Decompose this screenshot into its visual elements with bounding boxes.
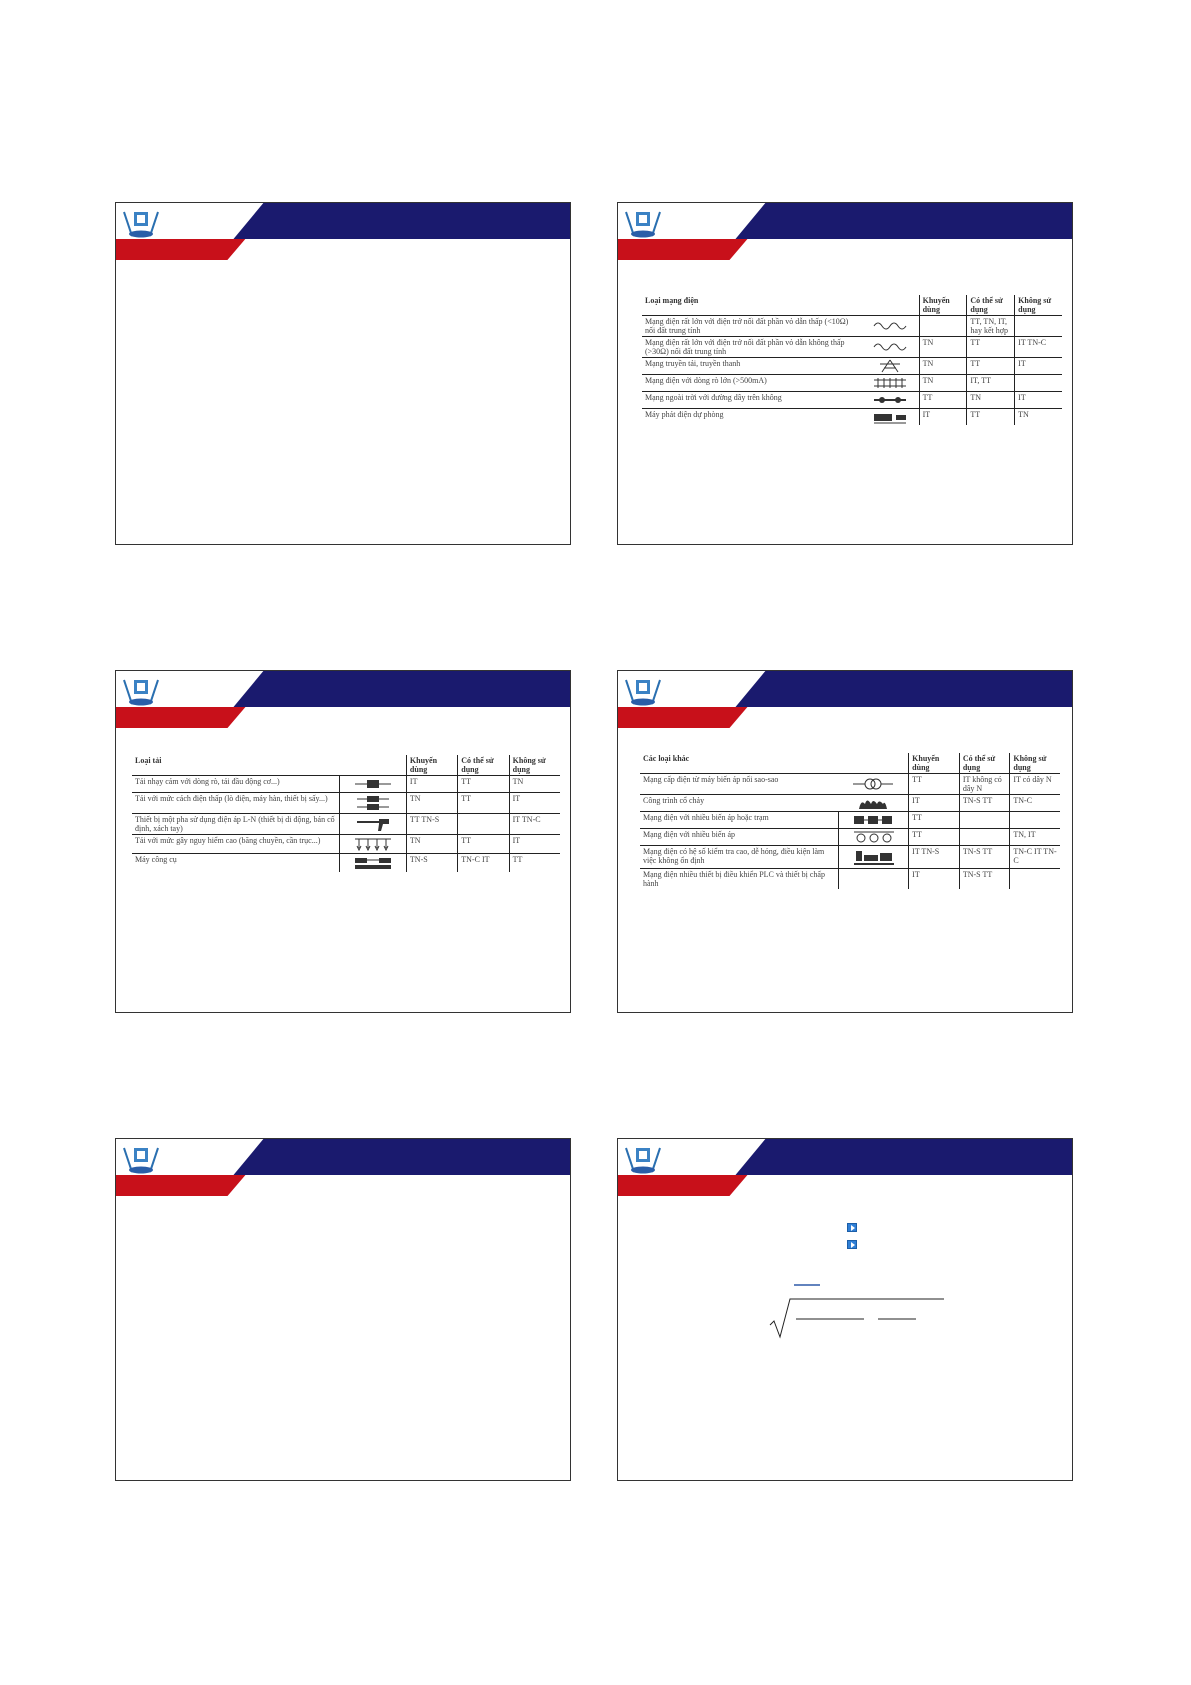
cell (1015, 316, 1062, 337)
other-type-table (640, 753, 1060, 889)
network-type-table (642, 295, 1062, 425)
cell: IT (919, 409, 967, 426)
cell: TN (406, 793, 457, 814)
play-button[interactable] (847, 1223, 857, 1232)
slide-6 (617, 1138, 1073, 1481)
cell: TN-S TT (959, 795, 1010, 812)
table-row (132, 793, 560, 814)
table-row (132, 835, 560, 854)
table-row (642, 409, 1062, 426)
cell: TT (458, 835, 509, 854)
cell: TN-C IT (458, 854, 509, 873)
coil-icon (862, 337, 919, 358)
drill-icon (339, 814, 406, 835)
cell: TN (919, 337, 967, 358)
col-header: Không sử dụng (1010, 753, 1060, 774)
slide-header (116, 203, 570, 263)
col-header: Không sử dụng (509, 755, 560, 776)
slide-3 (115, 670, 571, 1013)
col-header: Khuyến dùng (919, 295, 967, 316)
table-row (640, 869, 1060, 890)
row-label: Tải với mức gây nguy hiểm cao (băng chuyền, cần trục...) (135, 836, 321, 845)
table-row (640, 774, 1060, 795)
heater-icon (339, 793, 406, 814)
slide-header (618, 203, 1072, 263)
cell: TN (919, 358, 967, 375)
cell: IT (1015, 392, 1062, 409)
cell (1010, 869, 1060, 890)
cell (919, 316, 967, 337)
cell (1015, 375, 1062, 392)
cell: TN (509, 776, 560, 793)
row-label: Công trình cổ chảy (643, 796, 705, 805)
cell: IT không có dây N (959, 774, 1010, 795)
col-header (339, 755, 406, 776)
cell: TT (458, 793, 509, 814)
flame-icon (839, 795, 909, 812)
cell: IT TN-C (509, 814, 560, 835)
ladder-icon (862, 375, 919, 392)
cell: TN (967, 392, 1015, 409)
row-label: Tải với mức cách điện thấp (lò điện, máy hàn, thiết bị sấy...) (135, 794, 328, 803)
cell: IT TN-C (1015, 337, 1062, 358)
table-row (640, 846, 1060, 869)
slide-content (116, 263, 570, 544)
cell: TT (509, 854, 560, 873)
table-row (132, 814, 560, 835)
cell: IT (1015, 358, 1062, 375)
slide-content (116, 731, 570, 1012)
col-header: Có thể sử dụng (959, 753, 1010, 774)
slide-5 (115, 1138, 571, 1481)
col-header: Có thể sử dụng (458, 755, 509, 776)
row-label: Mạng điện rất lớn với điện trở nối đất phần vỏ dẫn thấp (<10Ω) nối đất trung tính (645, 317, 849, 335)
table-row (642, 358, 1062, 375)
cell: IT TN-S (909, 846, 960, 869)
col-header: Loại mạng điện (645, 296, 699, 305)
cell (1010, 812, 1060, 829)
row-label: Mạng cấp điện từ máy biến áp nối sao-sao (643, 775, 779, 784)
institution-logo-icon (120, 674, 162, 708)
row-label: Mạng điện rất lớn với điện trở nối đất phần vỏ dẫn không thấp (>30Ω) nối đất trung tính (645, 338, 845, 356)
coil-icon (862, 316, 919, 337)
formula-graphic (768, 1279, 948, 1339)
row-label: Mạng điện với nhiều biến áp (643, 830, 735, 839)
institution-logo-icon (622, 674, 664, 708)
row-label: Mạng điện với dòng rò lớn (>500mA) (645, 376, 767, 385)
multi-transformer-icon (839, 829, 909, 846)
load-type-table (132, 755, 560, 872)
cell: TN-S TT (959, 869, 1010, 890)
table-row (642, 392, 1062, 409)
cell: TN-C (1010, 795, 1060, 812)
institution-logo-icon (120, 206, 162, 240)
table-row (640, 795, 1060, 812)
col-header: Không sử dụng (1015, 295, 1062, 316)
slide-2 (617, 202, 1073, 545)
col-header: Loại tải (135, 756, 162, 765)
row-label: Máy công cụ (135, 855, 177, 864)
table-row (640, 829, 1060, 846)
cell: TT (909, 829, 960, 846)
col-header: Khuyến dùng (406, 755, 457, 776)
cell: TN, IT (1010, 829, 1060, 846)
slide-4 (617, 670, 1073, 1013)
row-label: Mạng điện có hệ số kiểm tra cao, dễ hỏng, điều kiện làm việc không ổn định (643, 847, 825, 865)
row-label: Mạng truyền tải, truyền thanh (645, 359, 741, 368)
substation-icon (839, 812, 909, 829)
slide-1 (115, 202, 571, 545)
conveyor-icon (339, 835, 406, 854)
cell (959, 829, 1010, 846)
cell: TT TN-S (406, 814, 457, 835)
col-header: Các loại khác (643, 754, 690, 763)
play-button[interactable] (847, 1240, 857, 1249)
machine-tool-icon (339, 854, 406, 873)
generator-icon (862, 409, 919, 426)
slide-content (618, 1199, 1072, 1480)
slide-content (116, 1199, 570, 1480)
row-label: Máy phát điện dự phòng (645, 410, 724, 419)
transformer-icon (839, 774, 909, 795)
table-row (642, 337, 1062, 358)
panel-icon (839, 846, 909, 869)
cell: TN-S (406, 854, 457, 873)
cell (458, 814, 509, 835)
cell: TT (967, 337, 1015, 358)
table-row (132, 776, 560, 793)
row-label: Thiết bị một pha sử dụng điện áp L-N (thiết bị di động, bán cố định, xách tay) (135, 815, 335, 833)
cell: TT (967, 358, 1015, 375)
cell (959, 812, 1010, 829)
row-label: Mạng điện nhiều thiết bị điều khiển PLC và thiết bị chấp hành (643, 870, 825, 888)
col-header: Có thể sử dụng (967, 295, 1015, 316)
row-label: Mạng điện với nhiều biến áp hoặc trạm (643, 813, 769, 822)
cell: TT (909, 774, 960, 795)
cell: IT (909, 795, 960, 812)
cell: TT (967, 409, 1015, 426)
cell: TT, TN, IT, hay kết hợp (967, 316, 1015, 337)
cell: TT (919, 392, 967, 409)
row-label: Mạng ngoài trời với đường dây trên không (645, 393, 782, 402)
motor-icon (339, 776, 406, 793)
cell: TT (909, 812, 960, 829)
cell: TN-S TT (959, 846, 1010, 869)
slide-content (618, 731, 1072, 1012)
table-row (642, 375, 1062, 392)
slide-header (618, 671, 1072, 731)
col-header (862, 295, 919, 316)
table-row (640, 812, 1060, 829)
institution-logo-icon (622, 1142, 664, 1176)
institution-logo-icon (622, 206, 664, 240)
slide-header (116, 1139, 570, 1199)
cell: IT (509, 835, 560, 854)
cell: TN-C IT TN-C (1010, 846, 1060, 869)
col-header: Khuyến dùng (909, 753, 960, 774)
cell: IT, TT (967, 375, 1015, 392)
cell: IT (909, 869, 960, 890)
tower-icon (862, 358, 919, 375)
empty-symbol-cell (839, 869, 909, 890)
slide-header (116, 671, 570, 731)
cell: TN (1015, 409, 1062, 426)
institution-logo-icon (120, 1142, 162, 1176)
cell: IT (406, 776, 457, 793)
slide-header (618, 1139, 1072, 1199)
line-icon (862, 392, 919, 409)
cell: TN (406, 835, 457, 854)
cell: TN (919, 375, 967, 392)
cell: IT có dây N (1010, 774, 1060, 795)
cell: IT (509, 793, 560, 814)
cell: TT (458, 776, 509, 793)
table-row (642, 316, 1062, 337)
row-label: Tải nhạy cảm với dòng rò, tải đầu động cơ...) (135, 777, 280, 786)
col-header (839, 753, 909, 774)
slide-content (618, 263, 1072, 544)
table-row (132, 854, 560, 873)
